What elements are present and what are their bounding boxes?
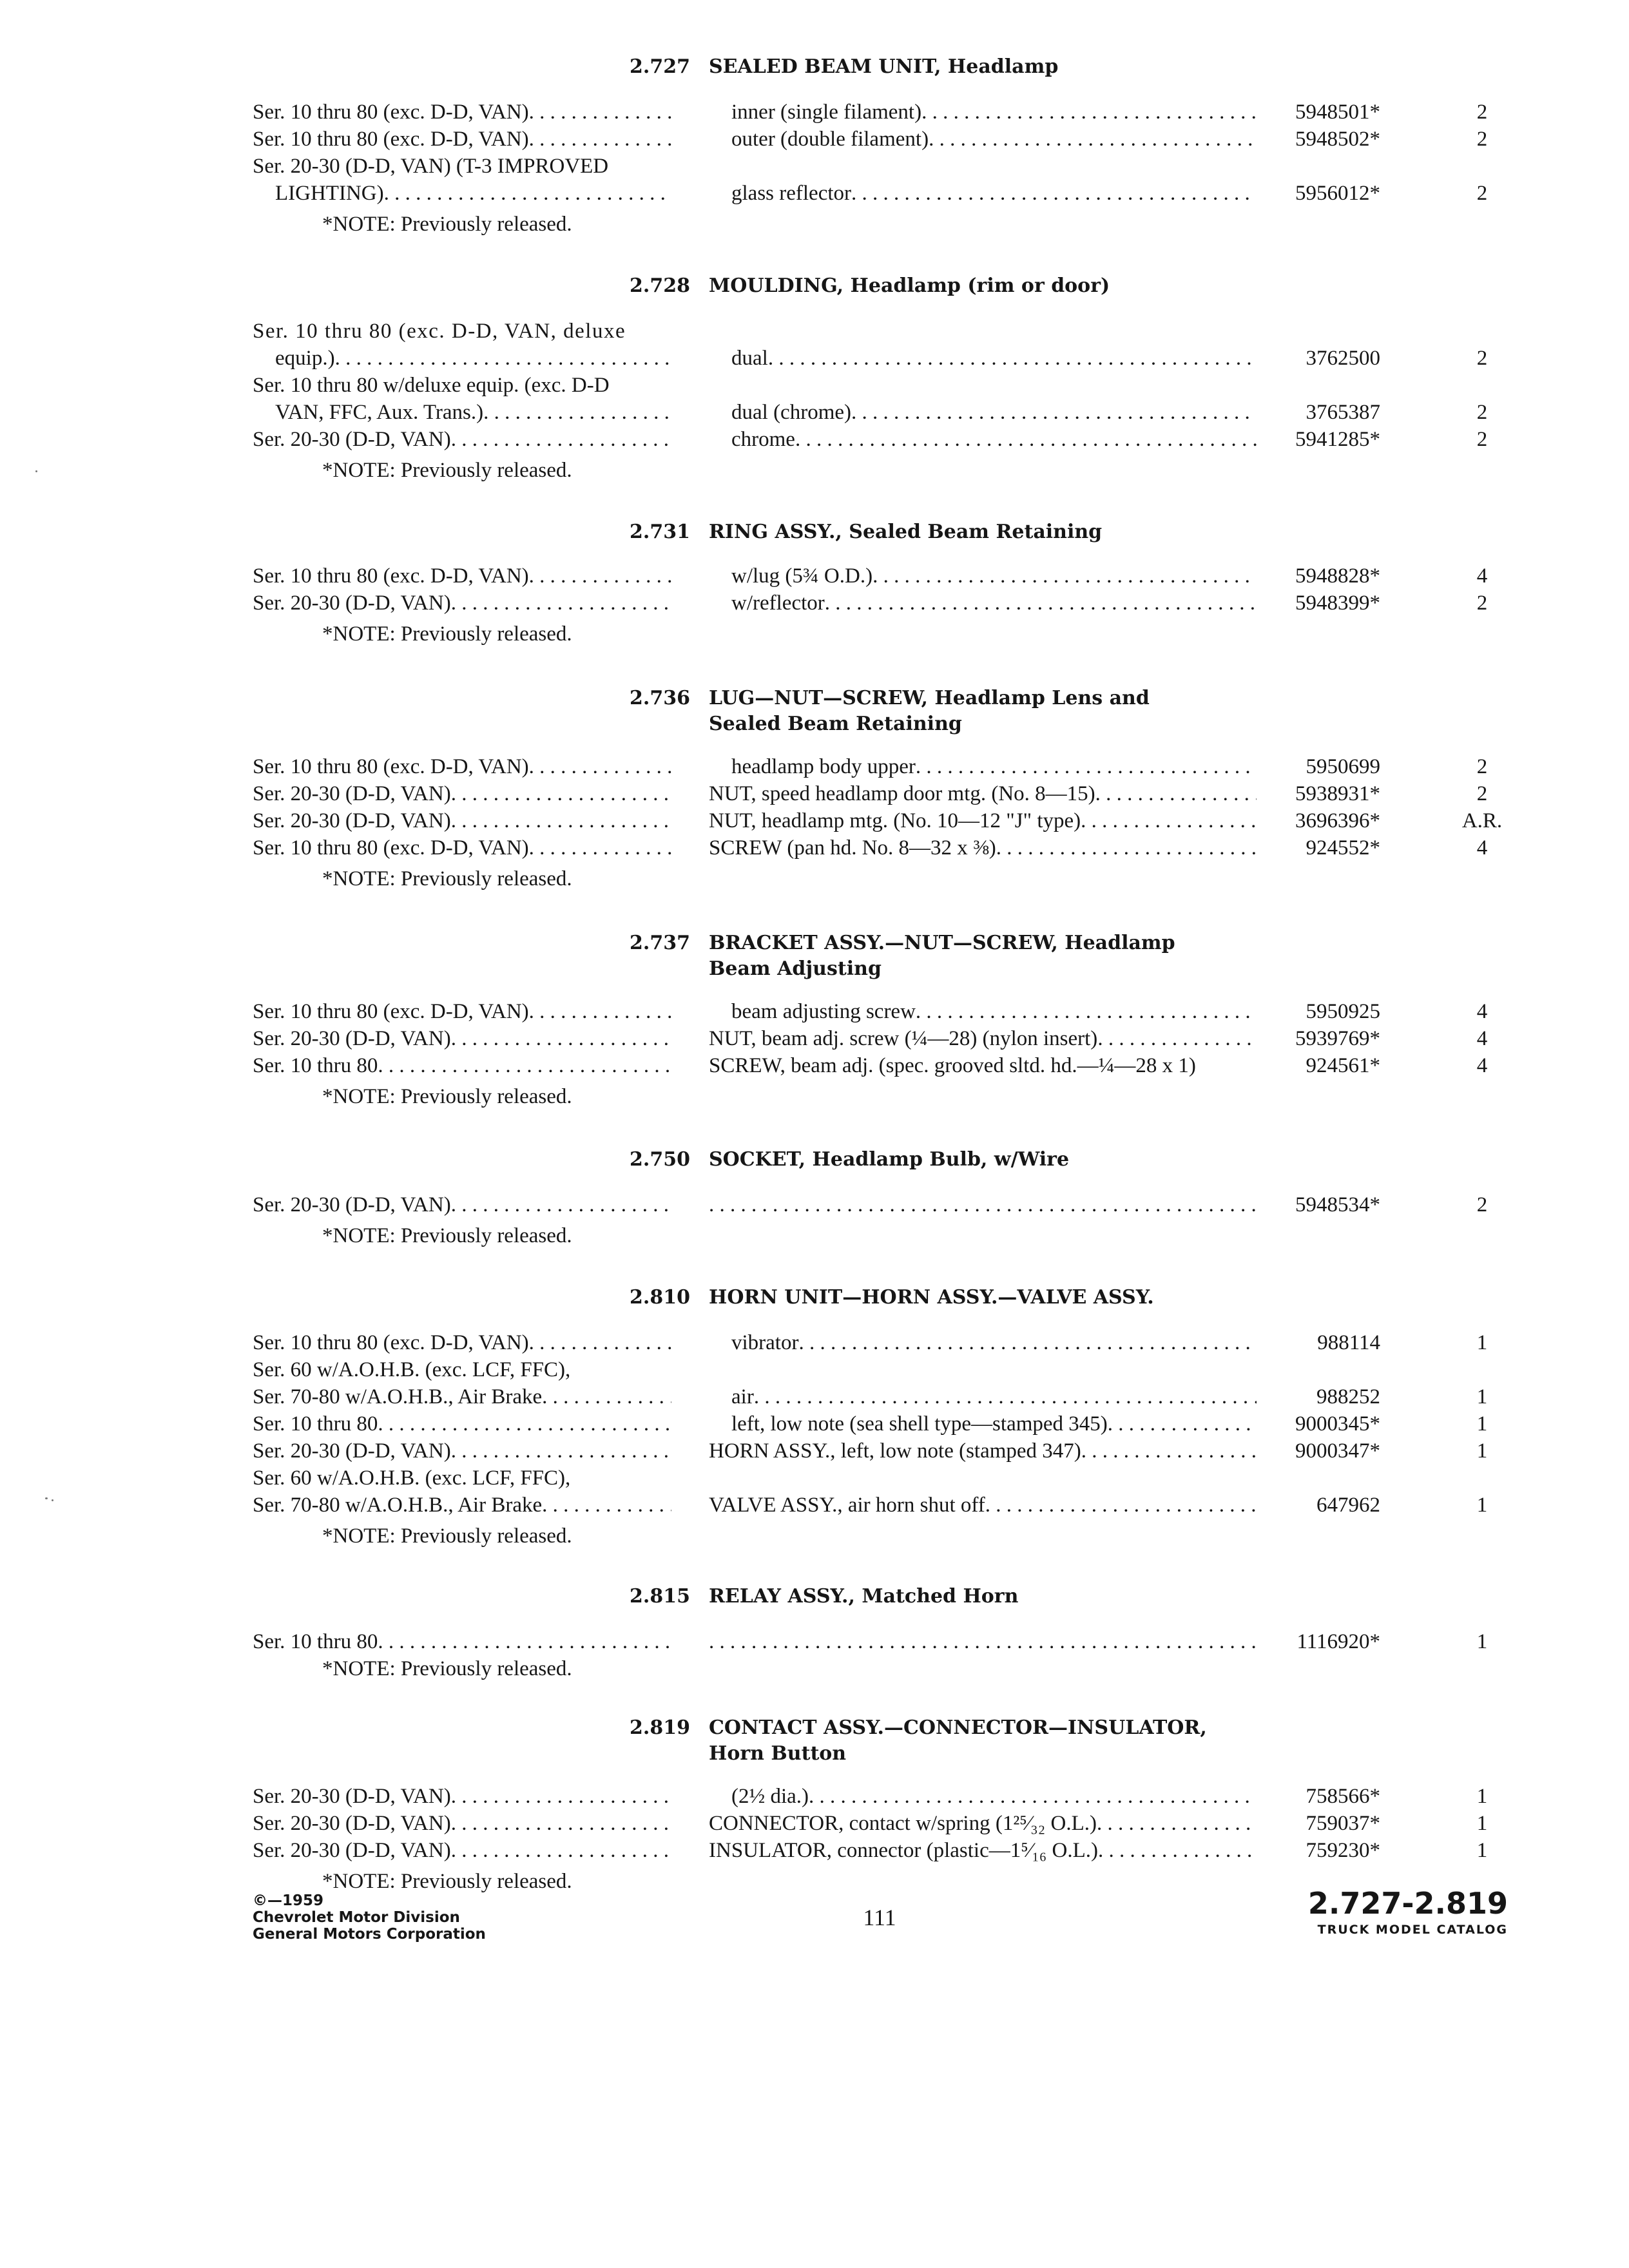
scan-speck: [52, 1499, 53, 1501]
section-title: SEALED BEAM UNIT, Headlamp: [709, 55, 1059, 78]
section-number: 2.727: [630, 55, 690, 78]
section-note: *NOTE: Previously released.: [322, 1224, 572, 1247]
quantity: 4: [1476, 564, 1488, 588]
description-text: VALVE ASSY., air horn shut off: [709, 1494, 985, 1517]
part-number: 759230*: [1306, 1839, 1380, 1862]
quantity: 2: [1476, 782, 1488, 805]
dot-leader: [1081, 807, 1257, 835]
quantity: 2: [1476, 401, 1488, 424]
application-text: Ser. 20-30 (D-D, VAN): [253, 428, 451, 451]
parts-row: [0, 1464, 1629, 1492]
application-text: Ser. 20-30 (D-D, VAN): [253, 1439, 451, 1463]
parts-row: [0, 98, 1629, 126]
application-text: Ser. 10 thru 80: [253, 1412, 378, 1436]
dot-leader: [1081, 1437, 1257, 1465]
application-text: Ser. 10 thru 80: [253, 1054, 378, 1077]
parts-row: [0, 317, 1629, 345]
quantity: 2: [1476, 755, 1488, 778]
section-note: *NOTE: Previously released.: [322, 459, 572, 482]
application-text: Ser. 10 thru 80 (exc. D-D, VAN, deluxe: [253, 320, 626, 343]
dot-leader: [451, 1437, 671, 1465]
part-number: 988252: [1316, 1385, 1380, 1408]
dot-leader: [1095, 780, 1257, 808]
dot-leader: [872, 562, 1257, 590]
section-title: CONTACT ASSY.—CONNECTOR—INSULATOR,: [709, 1716, 1207, 1739]
dot-leader: [929, 125, 1257, 153]
description-text: vibrator: [731, 1331, 799, 1354]
part-number: 5941285*: [1295, 428, 1380, 451]
part-number: 647962: [1316, 1494, 1380, 1517]
application-text: Ser. 20-30 (D-D, VAN): [253, 591, 451, 615]
division-name: Chevrolet Motor Division: [253, 1909, 460, 1926]
dot-leader: [542, 1383, 671, 1411]
parts-row: [0, 753, 1629, 781]
section-note: *NOTE: Previously released.: [322, 1524, 572, 1548]
application-text: Ser. 70-80 w/A.O.H.B., Air Brake: [253, 1494, 543, 1517]
dot-leader: [709, 1628, 1257, 1656]
section-number: 2.731: [630, 521, 690, 543]
dot-leader: [709, 1191, 1257, 1219]
application-text: LIGHTING): [275, 182, 384, 205]
quantity: 1: [1476, 1494, 1488, 1517]
part-number: 5948828*: [1295, 564, 1380, 588]
application-text: Ser. 10 thru 80 (exc. D-D, VAN): [253, 128, 529, 151]
application-text: Ser. 10 thru 80 (exc. D-D, VAN): [253, 755, 529, 778]
parts-row: [0, 1809, 1629, 1838]
section-note: *NOTE: Previously released.: [322, 213, 572, 236]
quantity: 1: [1476, 1412, 1488, 1436]
dot-leader: [483, 398, 671, 427]
section-title: Beam Adjusting: [709, 957, 882, 980]
section-title: RELAY ASSY., Matched Horn: [709, 1585, 1019, 1608]
description-text: glass reflector: [731, 182, 851, 205]
part-number: 5948502*: [1295, 128, 1380, 151]
dot-leader: [916, 753, 1257, 781]
application-text: equip.): [275, 347, 335, 370]
parts-row: [0, 1491, 1629, 1519]
quantity: 1: [1476, 1439, 1488, 1463]
section-note: *NOTE: Previously released.: [322, 867, 572, 890]
description-text: dual (chrome): [731, 401, 851, 424]
dot-leader: [378, 1628, 671, 1656]
dot-leader: [921, 98, 1257, 126]
parts-row: [0, 780, 1629, 808]
section-note: *NOTE: Previously released.: [322, 1870, 572, 1893]
dot-leader: [996, 834, 1257, 862]
quantity: 1: [1476, 1331, 1488, 1354]
part-number: 5950699: [1306, 755, 1380, 778]
application-text: Ser. 20-30 (D-D, VAN) (T-3 IMPROVED: [253, 155, 609, 178]
dot-leader: [529, 997, 671, 1026]
description-text: w/lug (5¾ O.D.): [731, 564, 873, 588]
dot-leader: [809, 1782, 1257, 1811]
parts-row: [0, 1782, 1629, 1811]
description-text: SCREW (pan hd. No. 8—32 x ⅜): [709, 836, 996, 860]
dot-leader: [754, 1383, 1257, 1411]
dot-leader: [798, 1329, 1257, 1357]
quantity: 1: [1476, 1630, 1488, 1653]
dot-leader: [378, 1410, 671, 1438]
dot-leader: [451, 425, 671, 454]
section-title: RING ASSY., Sealed Beam Retaining: [709, 521, 1103, 543]
dot-leader: [1098, 1836, 1257, 1865]
application-text: Ser. 10 thru 80 (exc. D-D, VAN): [253, 564, 529, 588]
part-number: 5939769*: [1295, 1027, 1380, 1050]
application-text: Ser. 20-30 (D-D, VAN): [253, 1193, 451, 1216]
dot-leader: [529, 834, 671, 862]
part-number: 3765387: [1306, 401, 1380, 424]
parts-row: [0, 425, 1629, 454]
section-title: Horn Button: [709, 1742, 847, 1765]
dot-leader: [529, 753, 671, 781]
part-number: 5948501*: [1295, 101, 1380, 124]
application-text: Ser. 10 thru 80 (exc. D-D, VAN): [253, 1331, 529, 1354]
part-number: 924552*: [1306, 836, 1380, 860]
application-text: Ser. 10 thru 80 (exc. D-D, VAN): [253, 1000, 529, 1023]
quantity: 4: [1476, 1027, 1488, 1050]
description-text: CONNECTOR, contact w/spring (1²⁵⁄₃₂ O.L.): [709, 1812, 1097, 1835]
dot-leader: [916, 997, 1257, 1026]
section-number: 2.728: [630, 274, 690, 297]
application-text: Ser. 20-30 (D-D, VAN): [253, 809, 451, 832]
description-text: HORN ASSY., left, low note (stamped 347): [709, 1439, 1081, 1463]
quantity: 4: [1476, 1000, 1488, 1023]
description-text: air: [731, 1385, 754, 1408]
copyright-block: [253, 1892, 486, 1943]
quantity: 4: [1476, 836, 1488, 860]
dot-leader: [451, 1191, 671, 1219]
parts-row: [0, 807, 1629, 835]
dot-leader: [451, 807, 671, 835]
dot-leader: [451, 780, 671, 808]
quantity: 2: [1476, 591, 1488, 615]
section-title: HORN UNIT—HORN ASSY.—VALVE ASSY.: [709, 1286, 1154, 1309]
application-text: Ser. 70-80 w/A.O.H.B., Air Brake: [253, 1385, 543, 1408]
part-number: 5948534*: [1295, 1193, 1380, 1216]
dot-leader: [529, 125, 671, 153]
description-text: (2½ dia.): [731, 1785, 809, 1808]
part-number: 758566*: [1306, 1785, 1380, 1808]
dot-leader: [542, 1491, 671, 1519]
parts-row: [0, 398, 1629, 427]
part-number: 9000347*: [1295, 1439, 1380, 1463]
dot-leader: [985, 1491, 1257, 1519]
quantity: 2: [1476, 182, 1488, 205]
part-number: 3762500: [1306, 347, 1380, 370]
section-note: *NOTE: Previously released.: [322, 622, 572, 646]
description-text: chrome: [731, 428, 795, 451]
dot-leader: [529, 1329, 671, 1357]
application-text: Ser. 10 thru 80: [253, 1630, 378, 1653]
dot-leader: [851, 179, 1257, 207]
description-text: dual: [731, 347, 768, 370]
part-number: 5950925: [1306, 1000, 1380, 1023]
scan-speck: [35, 470, 37, 472]
parts-row: [0, 1052, 1629, 1080]
section-number: 2.750: [630, 1148, 690, 1171]
application-text: Ser. 20-30 (D-D, VAN): [253, 782, 451, 805]
application-text: Ser. 60 w/A.O.H.B. (exc. LCF, FFC),: [253, 1358, 571, 1381]
dot-leader: [1097, 1024, 1257, 1053]
parts-row: [0, 125, 1629, 153]
quantity: 1: [1476, 1812, 1488, 1835]
corporation-name: General Motors Corporation: [253, 1926, 486, 1943]
description-text: headlamp body upper: [731, 755, 916, 778]
part-number: 759037*: [1306, 1812, 1380, 1835]
part-number: 9000345*: [1295, 1412, 1380, 1436]
scan-speck: [45, 1497, 48, 1499]
dot-leader: [451, 1836, 671, 1865]
parts-row: [0, 562, 1629, 590]
dot-leader: [851, 398, 1257, 427]
parts-row: [0, 1383, 1629, 1411]
copyright-year: ©—1959: [253, 1892, 324, 1909]
dot-leader: [1108, 1410, 1257, 1438]
description-text: w/reflector: [731, 591, 825, 615]
parts-row: [0, 1437, 1629, 1465]
part-number: 5948399*: [1295, 591, 1380, 615]
dot-leader: [335, 344, 671, 372]
part-number: 3696396*: [1295, 809, 1380, 832]
section-title: SOCKET, Headlamp Bulb, w/Wire: [709, 1148, 1070, 1171]
parts-row: [0, 152, 1629, 180]
description-text: SCREW, beam adj. (spec. grooved sltd. hd.—¼—28 x 1): [709, 1054, 1196, 1077]
part-number: 5956012*: [1295, 182, 1380, 205]
application-text: Ser. 20-30 (D-D, VAN): [253, 1785, 451, 1808]
parts-row: [0, 1329, 1629, 1357]
application-text: Ser. 20-30 (D-D, VAN): [253, 1839, 451, 1862]
application-text: Ser. 10 thru 80 (exc. D-D, VAN): [253, 836, 529, 860]
section-note: *NOTE: Previously released.: [322, 1085, 572, 1108]
part-number: 5938931*: [1295, 782, 1380, 805]
dot-leader: [384, 179, 671, 207]
dot-leader: [451, 1024, 671, 1053]
part-number: 1116920*: [1296, 1630, 1380, 1653]
quantity: 2: [1476, 347, 1488, 370]
section-title: Sealed Beam Retaining: [709, 713, 962, 735]
parts-row: [0, 1628, 1629, 1656]
quantity: 2: [1476, 1193, 1488, 1216]
section-range: 2.727-2.819: [1307, 1886, 1508, 1921]
description-text: beam adjusting screw: [731, 1000, 916, 1023]
dot-leader: [451, 589, 671, 617]
application-text: Ser. 10 thru 80 (exc. D-D, VAN): [253, 101, 529, 124]
section-number: 2.810: [630, 1286, 690, 1309]
description-text: NUT, headlamp mtg. (No. 10—12 "J" type): [709, 809, 1081, 832]
quantity: 1: [1476, 1385, 1488, 1408]
quantity: 2: [1476, 128, 1488, 151]
section-title: BRACKET ASSY.—NUT—SCREW, Headlamp: [709, 932, 1175, 954]
section-number: 2.819: [630, 1716, 690, 1739]
description-text: INSULATOR, connector (plastic—1⁵⁄₁₆ O.L.): [709, 1839, 1098, 1862]
application-text: Ser. 20-30 (D-D, VAN): [253, 1812, 451, 1835]
section-note: *NOTE: Previously released.: [322, 1657, 572, 1680]
section-number: 2.736: [630, 687, 690, 709]
dot-leader: [768, 344, 1257, 372]
dot-leader: [529, 562, 671, 590]
dot-leader: [1097, 1809, 1257, 1838]
section-title: LUG—NUT—SCREW, Headlamp Lens and: [709, 687, 1150, 709]
application-text: Ser. 20-30 (D-D, VAN): [253, 1027, 451, 1050]
part-number: 988114: [1317, 1331, 1380, 1354]
section-title: MOULDING, Headlamp (rim or door): [709, 274, 1110, 297]
description-text: NUT, speed headlamp door mtg. (No. 8—15): [709, 782, 1095, 805]
description-text: inner (single filament): [731, 101, 922, 124]
description-text: outer (double filament): [731, 128, 929, 151]
dot-leader: [378, 1052, 671, 1080]
section-number: 2.737: [630, 932, 690, 954]
dot-leader: [451, 1782, 671, 1811]
quantity: 1: [1476, 1839, 1488, 1862]
part-number: 924561*: [1306, 1054, 1380, 1077]
catalog-name: TRUCK MODEL CATALOG: [1317, 1923, 1508, 1937]
application-text: Ser. 10 thru 80 w/deluxe equip. (exc. D-D: [253, 374, 610, 397]
quantity: 2: [1476, 101, 1488, 124]
parts-row: [0, 1356, 1629, 1384]
section-number: 2.815: [630, 1585, 690, 1608]
parts-row: [0, 1191, 1629, 1219]
description-text: left, low note (sea shell type—stamped 345): [731, 1412, 1108, 1436]
quantity: 2: [1476, 428, 1488, 451]
dot-leader: [529, 98, 671, 126]
parts-row: [0, 179, 1629, 207]
dot-leader: [795, 425, 1257, 454]
quantity: 4: [1476, 1054, 1488, 1077]
quantity: 1: [1476, 1785, 1488, 1808]
application-text: VAN, FFC, Aux. Trans.): [275, 401, 484, 424]
parts-row: [0, 1410, 1629, 1438]
parts-row: [0, 834, 1629, 862]
quantity: A.R.: [1461, 809, 1503, 832]
parts-row: [0, 589, 1629, 617]
dot-leader: [825, 589, 1257, 617]
parts-row: [0, 1836, 1629, 1865]
page-number: 111: [863, 1905, 896, 1930]
application-text: Ser. 60 w/A.O.H.B. (exc. LCF, FFC),: [253, 1466, 571, 1490]
parts-row: [0, 1024, 1629, 1053]
parts-row: [0, 344, 1629, 372]
parts-row: [0, 997, 1629, 1026]
description-text: NUT, beam adj. screw (¼—28) (nylon insert): [709, 1027, 1098, 1050]
dot-leader: [451, 1809, 671, 1838]
parts-row: [0, 371, 1629, 399]
